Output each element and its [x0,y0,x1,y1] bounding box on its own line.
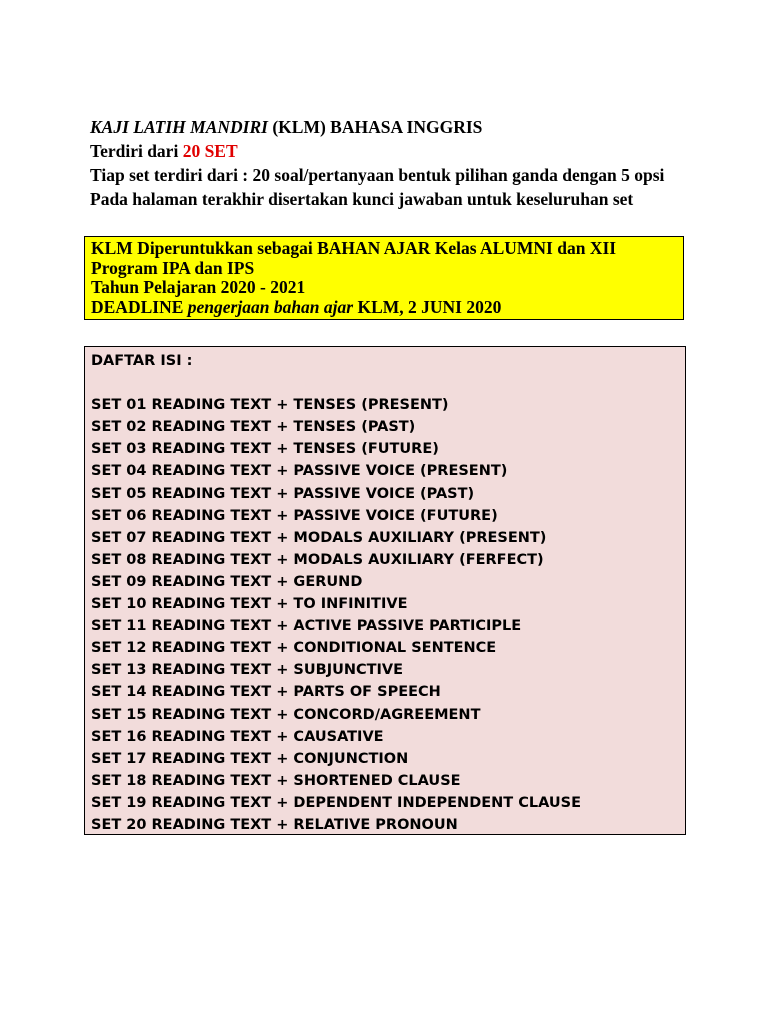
toc-item: SET 17 READING TEXT + CONJUNCTION [91,750,409,767]
notice-line-3: Tahun Pelajaran 2020 - 2021 [91,277,306,297]
toc-title: DAFTAR ISI : [91,353,193,369]
notice-deadline-label: DEADLINE [91,296,184,317]
toc-spacer [91,372,685,394]
toc-item: SET 02 READING TEXT + TENSES (PAST) [91,419,416,436]
toc-item: SET 11 READING TEXT + ACTIVE PASSIVE PARTICIPLE [91,618,522,635]
toc-item: SET 13 READING TEXT + SUBJUNCTIVE [91,662,404,679]
toc-item: SET 05 READING TEXT + PASSIVE VOICE (PAST) [91,485,475,502]
header-title-line [90,115,730,139]
header-set-count-highlight: 20 SET [182,141,238,161]
toc-item: SET 19 READING TEXT + DEPENDENT INDEPENDENT CLAUSE [91,794,581,811]
header-title-rest: (KLM) BAHASA INGGRIS [267,117,483,137]
header-description-line: Tiap set terdiri dari : 20 soal/pertanyaan bentuk pilihan ganda dengan 5 opsi [90,165,665,185]
toc-item: SET 10 READING TEXT + TO INFINITIVE [91,596,408,613]
table-of-contents [84,346,686,835]
toc-item: SET 18 READING TEXT + SHORTENED CLAUSE [91,772,461,789]
toc-item: SET 01 READING TEXT + TENSES (PRESENT) [91,397,449,414]
header-set-count-prefix: Terdiri dari [90,141,183,161]
toc-item: SET 03 READING TEXT + TENSES (FUTURE) [91,441,439,458]
notice-box [84,236,684,320]
toc-item: SET 15 READING TEXT + CONCORD/AGREEMENT [91,706,481,723]
toc-item: SET 14 READING TEXT + PARTS OF SPEECH [91,684,441,701]
toc-list [91,394,685,836]
notice-deadline-line [91,298,683,318]
header-set-count-line [90,139,730,163]
notice-deadline-date: KLM, 2 JUNI 2020 [357,296,502,317]
toc-item: SET 09 READING TEXT + GERUND [91,573,363,590]
document-header [90,115,730,211]
toc-item: SET 12 READING TEXT + CONDITIONAL SENTENCE [91,640,497,657]
toc-item: SET 20 READING TEXT + RELATIVE PRONOUN [91,816,458,833]
toc-item: SET 16 READING TEXT + CAUSATIVE [91,728,384,745]
header-title-italic: KAJI LATIH MANDIRI [90,117,268,137]
notice-deadline-italic: pengerjaan bahan ajar [183,296,358,317]
notice-line-1: KLM Diperuntukkan sebagai BAHAN AJAR Kelas ALUMNI dan XII [91,238,617,258]
toc-item: SET 08 READING TEXT + MODALS AUXILIARY (FERFECT) [91,551,544,568]
toc-item: SET 07 READING TEXT + MODALS AUXILIARY (PRESENT) [91,529,547,546]
toc-item: SET 04 READING TEXT + PASSIVE VOICE (PRESENT) [91,463,508,480]
notice-line-2: Program IPA dan IPS [91,257,255,278]
header-answer-key-line: Pada halaman terakhir disertakan kunci jawaban untuk keseluruhan set [90,189,634,209]
toc-item: SET 06 READING TEXT + PASSIVE VOICE (FUTURE) [91,507,498,524]
